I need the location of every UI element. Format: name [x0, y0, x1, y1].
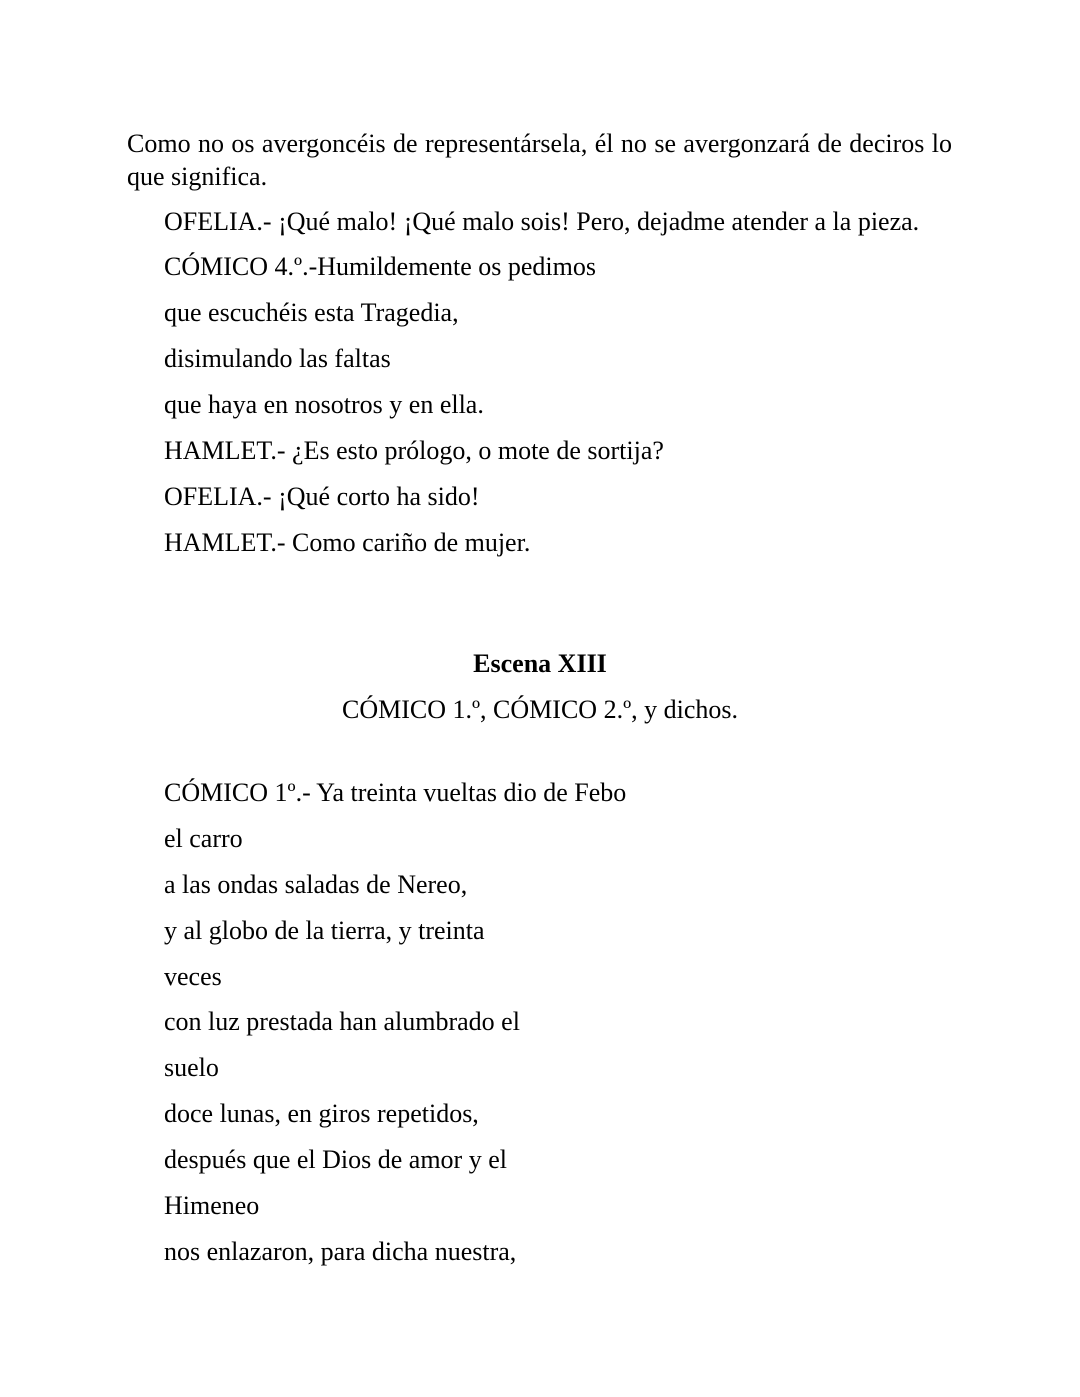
dialogue-line-comico-1: CÓMICO 1º.- Ya treinta vueltas dio de Febo	[164, 778, 627, 807]
verse-line: veces	[164, 962, 222, 991]
scene-title: Escena XIII	[473, 649, 607, 678]
dialogue-line-hamlet: HAMLET.- Como cariño de mujer.	[164, 528, 531, 557]
intro-paragraph: Como no os avergoncéis de representársela, él no se avergonzará de deciros lo que significa.	[127, 129, 952, 191]
verse-line: Himeneo	[164, 1191, 260, 1220]
dialogue-line-hamlet: HAMLET.- ¿Es esto prólogo, o mote de sortija?	[164, 436, 664, 465]
verse-line: a las ondas saladas de Nereo,	[164, 870, 468, 899]
dialogue-line-ofelia: OFELIA.- ¡Qué malo! ¡Qué malo sois! Pero, dejadme atender a la pieza.	[164, 207, 920, 236]
verse-line: que escuchéis esta Tragedia,	[164, 298, 459, 327]
verse-line: el carro	[164, 824, 243, 853]
verse-line: nos enlazaron, para dicha nuestra,	[164, 1237, 517, 1266]
verse-line: y al globo de la tierra, y treinta	[164, 916, 485, 945]
verse-line: disimulando las faltas	[164, 344, 391, 373]
verse-line: doce lunas, en giros repetidos,	[164, 1099, 479, 1128]
verse-line: después que el Dios de amor y el	[164, 1145, 507, 1174]
verse-line: que haya en nosotros y en ella.	[164, 390, 484, 419]
dialogue-line-comico-4: CÓMICO 4.º.-Humildemente os pedimos	[164, 252, 596, 281]
verse-line: con luz prestada han alumbrado el	[164, 1007, 520, 1036]
verse-line: suelo	[164, 1053, 219, 1082]
dialogue-line-ofelia: OFELIA.- ¡Qué corto ha sido!	[164, 482, 480, 511]
scene-characters: CÓMICO 1.º, CÓMICO 2.º, y dichos.	[341, 695, 739, 724]
